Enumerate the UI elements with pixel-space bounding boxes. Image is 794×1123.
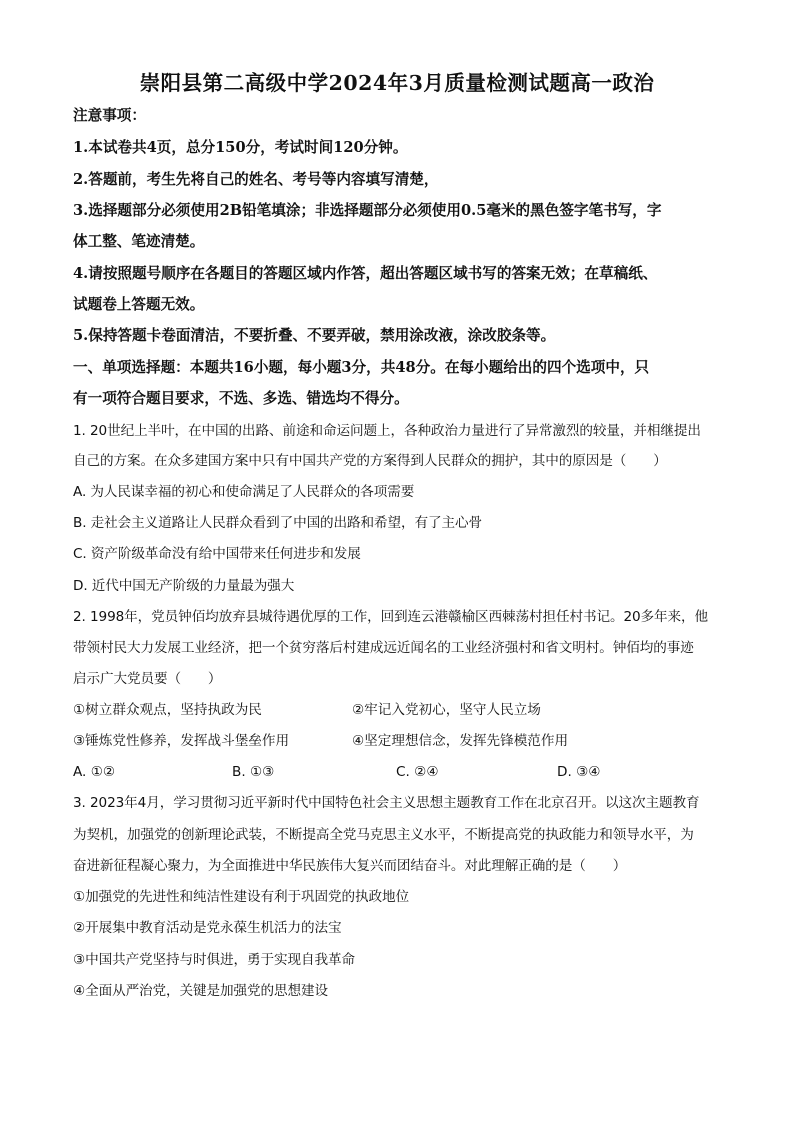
question-1-stem: 1. 20世纪上半叶，在中国的出路、前途和命运问题上，各种政治力量进行了异常激烈的较量，并相继提出 — [73, 423, 701, 439]
question-2-statement-2: ②牢记入党初心，坚守人民立场 — [352, 702, 541, 718]
question-3-stem: 3. 2023年4月，学习贯彻习近平新时代中国特色社会主义思想主题教育工作在北京召开。以这次主题教育 — [73, 795, 700, 811]
question-1-option-b: B. 走社会主义道路让人民群众看到了中国的出路和希望，有了主心骨 — [73, 515, 482, 531]
section-heading-cont: 有一项符合题目要求，不选、多选、错选均不得分。 — [73, 390, 409, 407]
notice-item: 4.请按照题号顺序在各题目的答题区域内作答，超出答题区域书写的答案无效；在草稿纸、 — [73, 265, 658, 282]
question-3-stem: 奋进新征程凝心聚力，为全面推进中华民族伟大复兴而团结奋斗。对此理解正确的是（ ） — [73, 858, 627, 874]
notice-item: 体工整、笔迹清楚。 — [73, 233, 205, 250]
question-2-choice-d: D. ③④ — [557, 764, 601, 780]
question-2-stem: 带领村民大力发展工业经济，把一个贫穷落后村建成远近闻名的工业经济强村和省文明村。钟佰均的事迹 — [73, 640, 694, 656]
question-3-statement-4: ④全面从严治党，关键是加强党的思想建设 — [73, 983, 328, 999]
question-2-statement-1: ①树立群众观点，坚持执政为民 — [73, 702, 262, 718]
question-2-choice-b: B. ①③ — [232, 764, 275, 780]
question-1-option-a: A. 为人民谋幸福的初心和使命满足了人民群众的各项需要 — [73, 484, 415, 500]
question-3-stem: 为契机，加强党的创新理论武装，不断提高全党马克思主义水平，不断提高党的执政能力和领导水平，为 — [73, 827, 694, 843]
question-2-stem: 2. 1998年，党员钟佰均放弃县城待遇优厚的工作，回到连云港赣榆区西棘荡村担任村书记。20多年来，他 — [73, 609, 709, 625]
notice-item: 5.保持答题卡卷面清洁，不要折叠、不要弄破，禁用涂改液，涂改胶条等。 — [73, 327, 556, 344]
notice-item: 试题卷上答题无效。 — [73, 296, 205, 313]
question-1-option-c: C. 资产阶级革命没有给中国带来任何进步和发展 — [73, 546, 361, 562]
question-2-choice-c: C. ②④ — [396, 764, 439, 780]
question-1-stem: 自己的方案。在众多建国方案中只有中国共产党的方案得到人民群众的拥护，其中的原因是（ ） — [73, 453, 667, 469]
notice-item: 3.选择题部分必须使用2B铅笔填涂；非选择题部分必须使用0.5毫米的黑色签字笔书写，字 — [73, 202, 662, 219]
question-1-option-d: D. 近代中国无产阶级的力量最为强大 — [73, 578, 295, 594]
question-2-statement-3: ③锤炼党性修养，发挥战斗堡垒作用 — [73, 733, 290, 749]
notice-item: 2.答题前，考生先将自己的姓名、考号等内容填写清楚， — [73, 171, 439, 188]
question-3-statement-3: ③中国共产党坚持与时俱进，勇于实现自我革命 — [73, 952, 355, 968]
question-2-stem: 启示广大党员要（ ） — [73, 671, 222, 687]
question-3-statement-1: ①加强党的先进性和纯洁性建设有利于巩固党的执政地位 — [73, 889, 409, 905]
question-3-statement-2: ②开展集中教育活动是党永葆生机活力的法宝 — [73, 920, 342, 936]
question-2-statement-4: ④坚定理想信念，发挥先锋模范作用 — [352, 733, 569, 749]
page-title: 崇阳县第二高级中学2024年3月质量检测试题高一政治 — [139, 71, 655, 95]
notice-heading: 注意事项： — [73, 107, 146, 124]
notice-item: 1.本试卷共4页，总分150分，考试时间120分钟。 — [73, 139, 408, 156]
question-2-choice-a: A. ①② — [73, 764, 116, 780]
section-heading: 一、单项选择题：本题共16小题，每小题3分，共48分。在每小题给出的四个选项中，只 — [73, 359, 650, 376]
